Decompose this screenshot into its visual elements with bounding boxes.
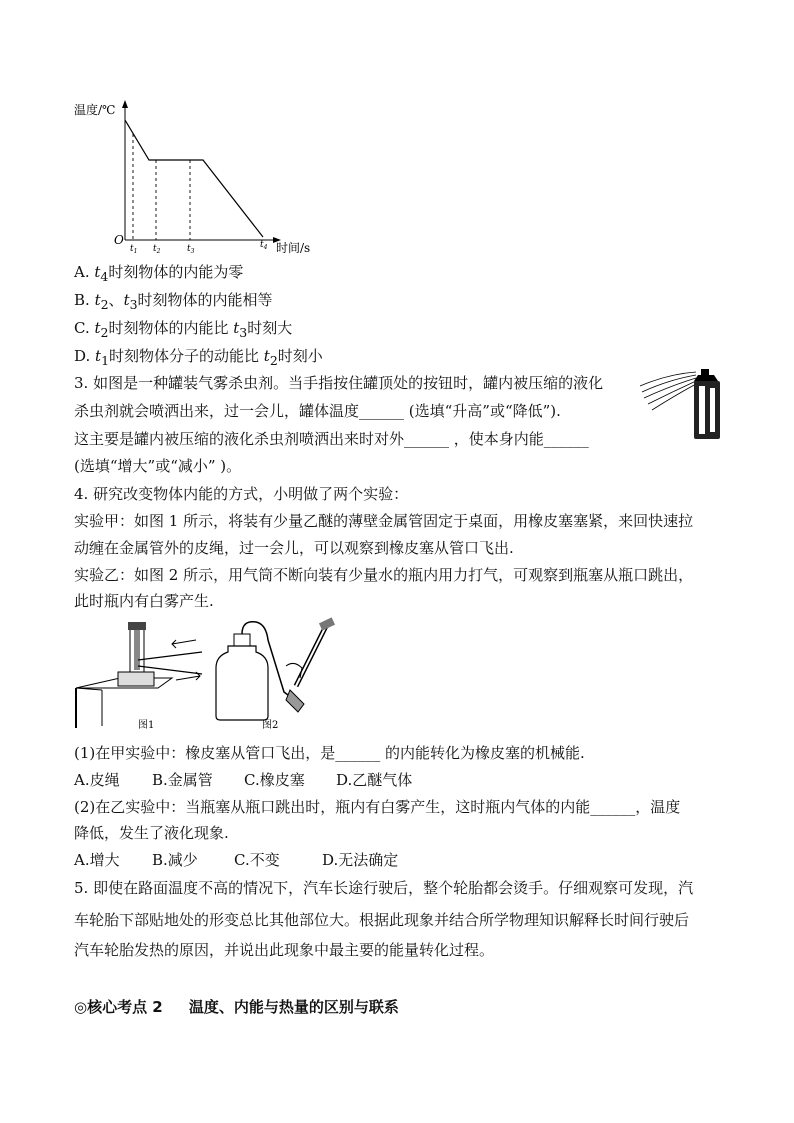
q4-line-3: 动缠在金属管外的皮绳，过一会儿，可以观察到橡皮塞从管口飞出.: [74, 539, 514, 557]
temperature-time-graph: [70, 98, 340, 258]
q4-sub1-option-a: A.皮绳: [74, 771, 120, 789]
q5-line-1: 5. 即使在路面温度不高的情况下，汽车长途行驶后，整个轮胎都会烫手。仔细观察可发现，汽: [74, 879, 694, 897]
q4-sub2-option-c: C.不变: [234, 851, 280, 869]
q4-line-2: 实验甲：如图 1 所示，将装有少量乙醚的薄壁金属管固定于桌面，用橡皮塞塞紧，来回快速拉: [74, 512, 694, 530]
q4-line-1: 4. 研究改变物体内能的方式，小明做了两个实验：: [74, 485, 409, 503]
q2-option-a: A. $t_4$时刻物体的内能为零: [74, 263, 244, 284]
figure-2-label: 图2: [262, 720, 279, 731]
q5-line-2: 车轮胎下部贴地处的形变总比其他部位大。根据此现象并结合所学物理知识解释长时间行驶后: [74, 911, 690, 929]
q4-line-5: 此时瓶内有白雾产生.: [74, 592, 214, 610]
section-heading: ◎核心考点 2 温度、内能与热量的区别与联系: [74, 998, 399, 1016]
q2-option-c: C. $t_2$时刻物体的内能比 $t_3$时刻大: [74, 319, 293, 340]
q4-sub1: (1)在甲实验中：橡皮塞从管口飞出，是______ 的内能转化为橡皮塞的机械能.: [74, 744, 585, 762]
graph-xlabel: 时间/s: [276, 241, 311, 255]
tick-t4: $t_4$: [260, 240, 268, 251]
q2-option-b: B. $t_2$、$t_3$时刻物体的内能相等: [74, 291, 273, 312]
q3-line-1: 3. 如图是一种罐装气雾杀虫剂。当手指按住罐顶处的按钮时，罐内被压缩的液化: [74, 374, 604, 392]
spray-can-illustration: [638, 366, 728, 444]
q4-sub2-option-b: B.减少: [152, 851, 198, 869]
q4-sub2-option-d: D.无法确定: [322, 851, 399, 869]
y-axis-arrow: [122, 100, 128, 108]
q4-sub2-option-a: A.增大: [74, 851, 120, 869]
figure-1-label: 图1: [138, 720, 155, 731]
q2-option-d: D. $t_1$时刻物体分子的动能比 $t_2$时刻小: [74, 347, 323, 368]
q3-line-3: 这主要是罐内被压缩的液化杀虫剂喷洒出来时对外______ ，使本身内能______: [74, 430, 589, 448]
tick-t1: $t_1$: [130, 244, 138, 255]
figure-1-metal-tube: [76, 622, 202, 731]
q4-line-4: 实验乙：如图 2 所示，用气筒不断向装有少量水的瓶内用力打气，可观察到瓶塞从瓶口跳出，: [74, 566, 694, 584]
tick-t2: $t_2$: [153, 244, 161, 255]
q4-sub2-line-1: (2)在乙实验中：当瓶塞从瓶口跳出时，瓶内有白雾产生，这时瓶内气体的内能______，温度: [74, 798, 681, 816]
q4-sub1-option-c: C.橡皮塞: [244, 771, 305, 789]
graph-ylabel: 温度/℃: [74, 103, 116, 117]
q5-line-3: 汽车轮胎发热的原因，并说出此现象中最主要的能量转化过程。: [74, 941, 495, 959]
temperature-curve: [125, 120, 263, 237]
q4-sub2-line-2: 降低，发生了液化现象.: [74, 824, 229, 842]
experiment-figures: [72, 616, 342, 734]
q4-sub1-option-d: D.乙醚气体: [336, 771, 413, 789]
q3-line-4: (选填“增大”或“减小” )。: [74, 457, 242, 475]
tick-t3: $t_3$: [187, 244, 195, 255]
q3-line-2: 杀虫剂就会喷洒出来，过一会儿，罐体温度______ (选填“升高”或“降低”).: [74, 402, 561, 420]
figure-2-bottle-pump: [216, 617, 335, 731]
q4-sub1-option-b: B.金属管: [152, 771, 213, 789]
graph-origin: O: [114, 233, 124, 247]
